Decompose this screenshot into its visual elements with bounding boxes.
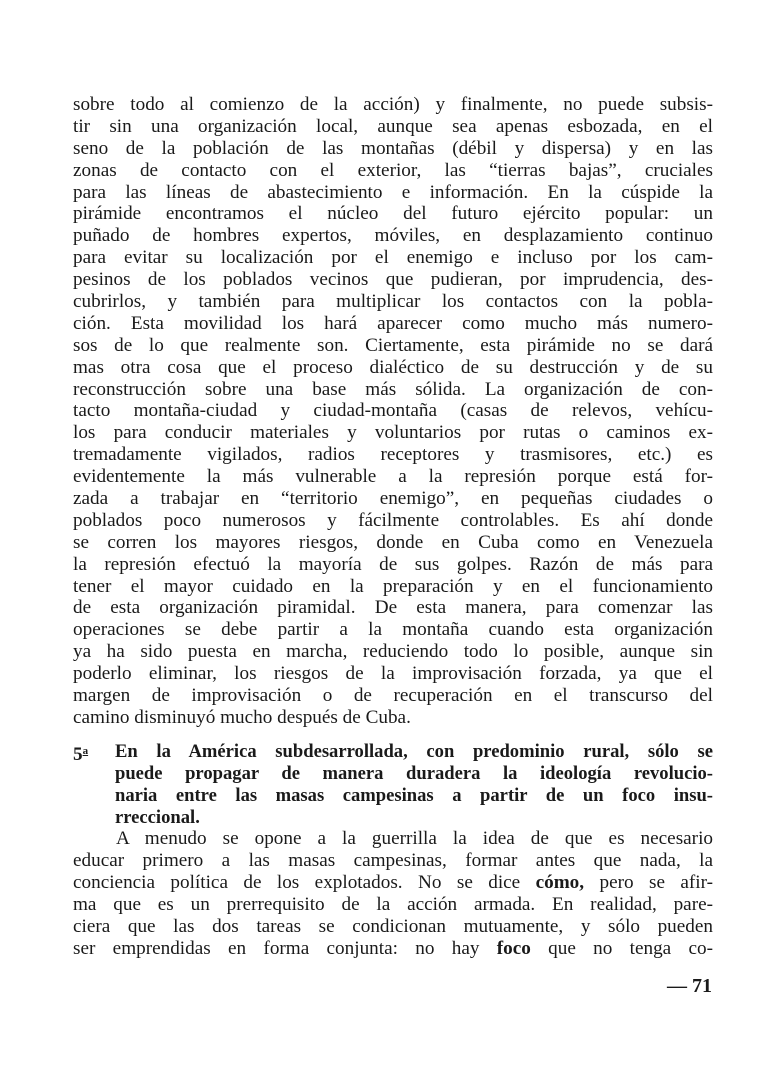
- text-line: ciera que las dos tareas se condicionan mutuamente, y sólo pueden: [73, 915, 713, 937]
- thesis-number: [73, 741, 88, 766]
- text-line: tremadamente vigilados, radios receptores y trasmisores, etc.) es: [73, 444, 713, 466]
- text-line: reconstrucción sobre una base más sólida. La organización de con-: [73, 378, 713, 400]
- text-line: seno de la población de las montañas (débil y dispersa) y en las: [73, 137, 713, 159]
- text-line: poblados poco numerosos y fácilmente controlables. Es ahí donde: [73, 509, 713, 531]
- text-line: mas otra cosa que el proceso dialéctico de su destrucción y de su: [73, 356, 713, 378]
- text-line: educar primero a las masas campesinas, formar antes que nada, la: [73, 850, 713, 872]
- text-line: A menudo se opone a la guerrilla la idea de que es necesario: [116, 828, 713, 850]
- text-line: tir sin una organización local, aunque sea apenas esbozada, en el: [73, 115, 713, 137]
- thesis-line: En la América subdesarrollada, con predominio rural, sólo se: [115, 740, 713, 762]
- thesis-ordinal: a: [82, 744, 89, 757]
- text-line: se corren los mayores riesgos, donde en Cuba como en Venezuela: [73, 531, 713, 553]
- text-line: evidentemente la más vulnerable a la represión porque está for-: [73, 466, 713, 488]
- thesis-line: rreccional.: [115, 806, 200, 828]
- text-span: ser emprendidas en forma conjunta: no hay: [73, 937, 497, 959]
- bold-word: foco: [496, 937, 531, 959]
- text-line: [73, 872, 713, 894]
- text-line: para evitar su localización por el enemigo e incluso por los cam-: [73, 247, 713, 269]
- thesis-statement: [115, 741, 713, 829]
- page-body: [73, 94, 713, 960]
- text-line: ma que es un prerrequisito de la acción armada. En realidad, pare-: [73, 894, 713, 916]
- text-line: la represión efectuó la mayoría de sus golpes. Razón de más para: [73, 553, 713, 575]
- text-line: operaciones se debe partir a la montaña cuando esta organización: [73, 619, 713, 641]
- text-line: [73, 938, 713, 960]
- text-line: margen de improvisación o de recuperación en el transcurso del: [73, 685, 713, 707]
- text-span: pero se afir-: [584, 872, 713, 894]
- text-line: camino disminuyó mucho después de Cuba.: [73, 706, 411, 728]
- text-line: sos de lo que realmente son. Ciertamente, esta pirámide no se dará: [73, 334, 713, 356]
- text-line: los para conducir materiales y voluntarios por rutas o caminos ex-: [73, 422, 713, 444]
- text-line: cubrirlos, y también para multiplicar los contactos con la pobla-: [73, 291, 713, 313]
- text-line: tacto montaña-ciudad y ciudad-montaña (casas de relevos, vehícu-: [73, 400, 713, 422]
- text-span: conciencia política de los explotados. No se dice: [73, 872, 536, 894]
- text-line: ción. Esta movilidad los hará aparecer como mucho más numero-: [73, 312, 713, 334]
- text-line: ya ha sido puesta en marcha, reduciendo todo lo posible, aunque sin: [73, 641, 713, 663]
- thesis-line: puede propagar de manera duradera la ideología revolucio-: [115, 762, 713, 784]
- text-line: tener el mayor cuidado en la preparación y en el funcionamiento: [73, 575, 713, 597]
- text-line: zada a trabajar en “territorio enemigo”, en pequeñas ciudades o: [73, 488, 713, 510]
- text-line: pesinos de los poblados vecinos que pudieran, por imprudencia, des-: [73, 269, 713, 291]
- text-line: poderlo eliminar, los riesgos de la improvisación forzada, ya que el: [73, 663, 713, 685]
- text-line: pirámide encontramos el núcleo del futuro ejército popular: un: [73, 203, 713, 225]
- text-line: para las líneas de abastecimiento e información. En la cúspide la: [73, 181, 713, 203]
- paragraph: [73, 94, 713, 729]
- text-span: que no tenga co-: [530, 937, 713, 959]
- thesis-number-digit: 5: [73, 743, 83, 765]
- page-number: — 71: [667, 975, 712, 997]
- text-line: sobre todo al comienzo de la acción) y finalmente, no puede subsis-: [73, 94, 713, 115]
- bold-word: cómo,: [535, 872, 585, 894]
- text-line: de esta organización piramidal. De esta manera, para comenzar las: [73, 597, 713, 619]
- paragraph: [73, 828, 713, 959]
- text-line: puñado de hombres expertos, móviles, en desplazamiento continuo: [73, 225, 713, 247]
- text-line: zonas de contacto con el exterior, las “tierras bajas”, cruciales: [73, 159, 713, 181]
- thesis-block: [73, 741, 713, 829]
- thesis-line: naria entre las masas campesinas a partir de un foco insu-: [115, 784, 713, 806]
